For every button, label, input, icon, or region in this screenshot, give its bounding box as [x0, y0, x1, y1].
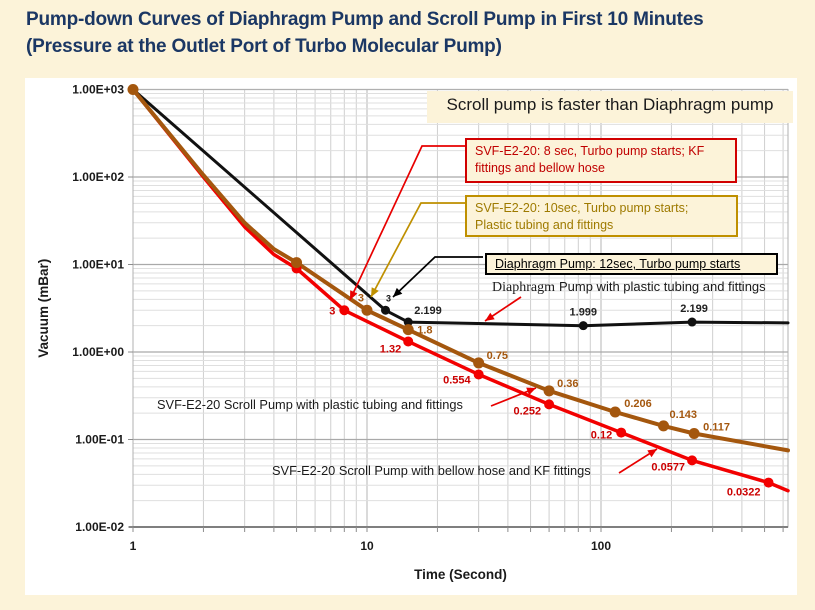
data-label: 0.36 [557, 377, 579, 390]
data-label: 0.252 [513, 405, 542, 418]
y-tick-label: 1.00E-01 [75, 432, 124, 447]
title-line-1: Pump-down Curves of Diaphragm Pump and Scroll Pump in First 10 Minutes [26, 9, 704, 30]
data-label: 3 [386, 293, 392, 304]
data-label: 0.554 [443, 374, 471, 387]
data-label: 3 [357, 292, 364, 305]
y-tick-label: 1.00E+03 [72, 82, 124, 97]
data-label: 3 [329, 305, 336, 318]
data-label: 0.117 [703, 421, 731, 434]
label-diaphragm-word: Diaphragm [492, 280, 555, 295]
y-tick-label: 1.00E+02 [72, 170, 124, 184]
y-tick-label: 1.00E+01 [72, 257, 124, 272]
data-label: 1.999 [569, 306, 598, 319]
data-label: 1.8 [417, 324, 433, 337]
data-label: 0.206 [624, 398, 652, 411]
x-axis-title: Time (Second) [414, 567, 507, 582]
callout-diaphragm [485, 253, 778, 275]
callout-scroll-kf: SVF-E2-20: 8 sec, Turbo pump starts; KF fittings and bellow hose [465, 138, 737, 183]
y-tick-label: 1.00E+00 [72, 345, 124, 359]
title-line-2: (Pressure at the Outlet Port of Turbo Molecular Pump) [26, 36, 502, 57]
data-label: 0.0577 [651, 461, 686, 474]
callout-diaphragm-text: Diaphragm Pump: 12sec, Turbo pump starts [495, 257, 741, 271]
data-label: 0.12 [590, 429, 613, 442]
callout-scroll-plastic: SVF-E2-20: 10sec, Turbo pump starts; Plastic tubing and fittings [465, 195, 738, 237]
label-scroll-plastic-curve: SVF-E2-20 Scroll Pump with plastic tubing and fittings [157, 397, 463, 412]
label-diaphragm-rest: Pump with plastic tubing and fittings [558, 279, 766, 294]
page-title [26, 6, 806, 60]
y-tick-label: 1.00E-02 [75, 520, 124, 534]
data-label: 2.199 [414, 305, 442, 318]
banner-note: Scroll pump is faster than Diaphragm pump [427, 91, 793, 123]
data-label: 0.75 [486, 349, 509, 362]
label-diaphragm-curve [492, 279, 766, 296]
x-tick-label: 1 [129, 539, 137, 553]
x-tick-label: 10 [360, 539, 374, 553]
x-tick-label: 100 [590, 539, 612, 553]
data-label: 0.143 [669, 408, 698, 421]
data-label: 0.0322 [726, 486, 761, 499]
data-label: 2.199 [680, 303, 708, 316]
data-label: 1.32 [379, 343, 402, 356]
label-scroll-bellow-curve: SVF-E2-20 Scroll Pump with bellow hose and KF fittings [272, 463, 591, 478]
y-axis-title: Vacuum (mBar) [36, 258, 51, 358]
